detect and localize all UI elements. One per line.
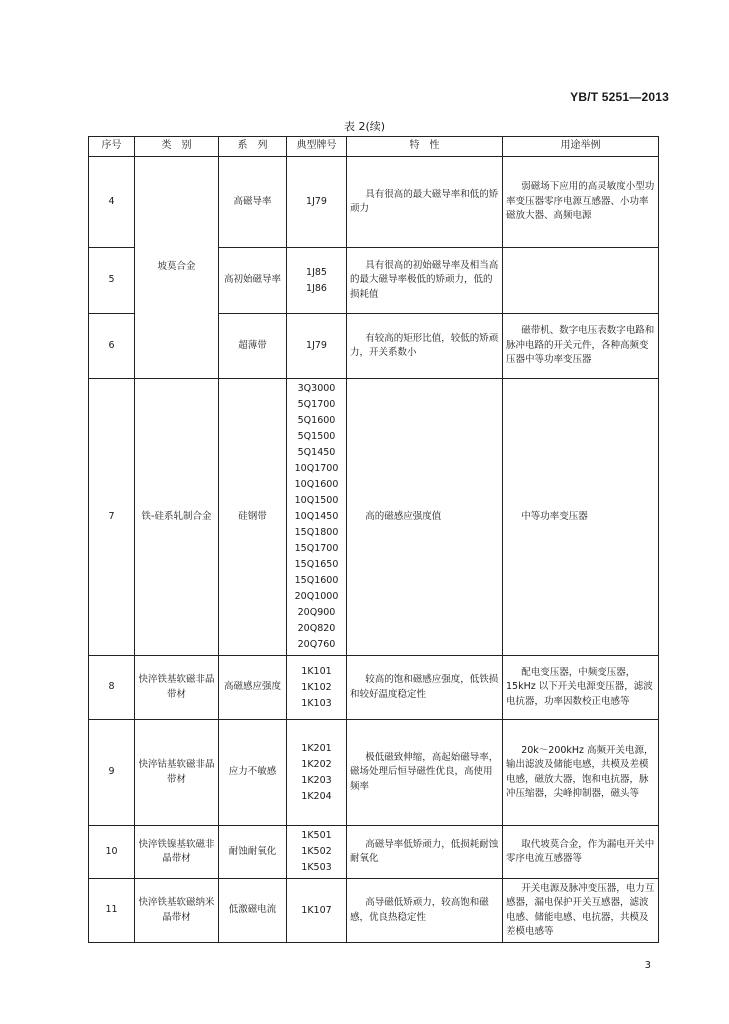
usage-cell: 开关电源及脉冲变压器，电力互感器，漏电保护开关互感器，滤波电感、储能电感、电抗器，共模及差模电感等 (503, 879, 659, 943)
property-cell: 高的磁感应强度值 (347, 379, 503, 656)
grade-code: 1K203 (301, 774, 332, 786)
grade-code: 1K202 (301, 758, 332, 770)
table-header-row (89, 137, 659, 157)
property-cell: 具有很高的初始磁导率及相当高的最大磁导率极低的矫顽力，低的损耗值 (347, 248, 503, 314)
grade-code: 1K204 (301, 790, 332, 802)
usage-cell: 取代坡莫合金，作为漏电开关中零序电流互感器等 (503, 826, 659, 879)
usage-cell (503, 248, 659, 314)
usage-cell: 20k～200kHz 高频开关电源，输出滤波及储能电感，共模及差模电感，磁放大器，饱和电抗器，脉冲压缩器，尖峰抑制器，磁头等 (503, 720, 659, 826)
grade-code: 1K503 (301, 862, 332, 873)
row-no: 4 (89, 157, 135, 248)
grade-code: 10Q1450 (294, 511, 339, 522)
category-cell: 快淬铁基软磁非晶带材 (135, 656, 219, 720)
category-cell: 快淬铁镍基软磁非晶带材 (135, 826, 219, 879)
grade-code: 5Q1450 (297, 447, 336, 458)
grade-code: 1J86 (306, 282, 327, 294)
series-cell: 超薄带 (219, 314, 287, 379)
row-no: 11 (89, 879, 135, 943)
usage-cell: 中等功率变压器 (503, 379, 659, 656)
grade-cell (287, 826, 347, 879)
grade-code: 1J79 (306, 340, 327, 351)
grade-code: 3Q3000 (297, 383, 336, 394)
page-number: 3 (644, 960, 651, 971)
usage-cell: 配电变压器，中频变压器，15kHz 以下开关电源变压器，滤波电抗器，功率因数校正电感等 (503, 656, 659, 720)
category-cell: 快淬钴基软磁非晶带材 (135, 720, 219, 826)
grade-code: 1J79 (306, 196, 327, 207)
grade-cell (287, 656, 347, 720)
grade-code: 1K102 (301, 681, 332, 693)
grade-cell (287, 879, 347, 943)
grade-code: 10Q1600 (294, 479, 339, 490)
table-row (89, 720, 659, 826)
col-header-property: 特 性 (347, 137, 503, 157)
grade-code: 1K101 (301, 665, 332, 677)
property-cell: 具有很高的最大磁导率和低的矫顽力 (347, 157, 503, 248)
series-cell: 硅钢带 (219, 379, 287, 656)
series-cell: 耐蚀耐氧化 (219, 826, 287, 879)
grade-code: 1K502 (301, 846, 332, 857)
property-cell: 较高的饱和磁感应强度，低铁损和较好温度稳定性 (347, 656, 503, 720)
magnetic-alloy-table (88, 136, 659, 943)
grade-code: 20Q760 (297, 639, 336, 650)
series-cell: 高磁导率 (219, 157, 287, 248)
grade-code: 15Q1800 (294, 527, 339, 538)
col-header-series: 系 列 (219, 137, 287, 157)
row-no: 8 (89, 656, 135, 720)
property-cell: 高磁导率低矫顽力，低损耗耐蚀耐氧化 (347, 826, 503, 879)
table-row (89, 879, 659, 943)
grade-code: 1K201 (301, 742, 332, 754)
category-cell: 铁-硅系轧制合金 (135, 379, 219, 656)
category-cell: 快淬铁基软磁纳米晶带材 (135, 879, 219, 943)
category-cell: 坡莫合金 (135, 157, 219, 379)
grade-code: 20Q820 (297, 623, 336, 634)
standard-code: YB/T 5251—2013 (570, 90, 669, 104)
grade-code: 15Q1700 (294, 543, 339, 554)
grade-code: 1K501 (301, 830, 332, 841)
grade-cell (287, 248, 347, 314)
grade-code: 20Q900 (297, 607, 336, 618)
grade-cell (287, 379, 347, 656)
series-cell: 应力不敏感 (219, 720, 287, 826)
grade-cell (287, 157, 347, 248)
property-cell: 有较高的矩形比值，较低的矫顽力，开关系数小 (347, 314, 503, 379)
row-no: 9 (89, 720, 135, 826)
usage-cell: 磁带机、数字电压表数字电路和脉冲电路的开关元件，各种高频变压器中等功率变压器 (503, 314, 659, 379)
col-header-usage: 用途举例 (503, 137, 659, 157)
grade-code: 1K107 (301, 904, 332, 916)
row-no: 7 (89, 379, 135, 656)
series-cell: 高初始磁导率 (219, 248, 287, 314)
grade-code: 15Q1600 (294, 575, 339, 586)
grade-code: 10Q1500 (294, 495, 339, 506)
grade-cell (287, 720, 347, 826)
series-cell: 高磁感应强度 (219, 656, 287, 720)
grade-code: 5Q1500 (297, 431, 336, 442)
property-cell: 高导磁低矫顽力，较高饱和磁感，优良热稳定性 (347, 879, 503, 943)
table-caption: 表 2(续) (343, 120, 386, 133)
table-row (89, 157, 659, 248)
col-header-grade: 典型牌号 (287, 137, 347, 157)
grade-code: 20Q1000 (294, 591, 339, 602)
row-no: 6 (89, 314, 135, 379)
row-no: 10 (89, 826, 135, 879)
table-row (89, 379, 659, 656)
property-cell: 极低磁致伸缩，高起始磁导率，磁场处理后恒导磁性优良，高使用频率 (347, 720, 503, 826)
grade-code: 10Q1700 (294, 463, 339, 474)
grade-code: 15Q1650 (294, 559, 339, 570)
usage-cell: 弱磁场下应用的高灵敏度小型功率变压器零序电源互感器、小功率磁放大器、高频电源 (503, 157, 659, 248)
series-cell: 低激磁电流 (219, 879, 287, 943)
grade-cell (287, 314, 347, 379)
table-row (89, 656, 659, 720)
col-header-category: 类 别 (135, 137, 219, 157)
row-no: 5 (89, 248, 135, 314)
grade-code: 5Q1700 (297, 399, 336, 410)
col-header-no: 序号 (89, 137, 135, 157)
grade-code: 1K103 (301, 697, 332, 709)
grade-code: 1J85 (306, 266, 327, 278)
table-row (89, 826, 659, 879)
grade-code: 5Q1600 (297, 415, 336, 426)
